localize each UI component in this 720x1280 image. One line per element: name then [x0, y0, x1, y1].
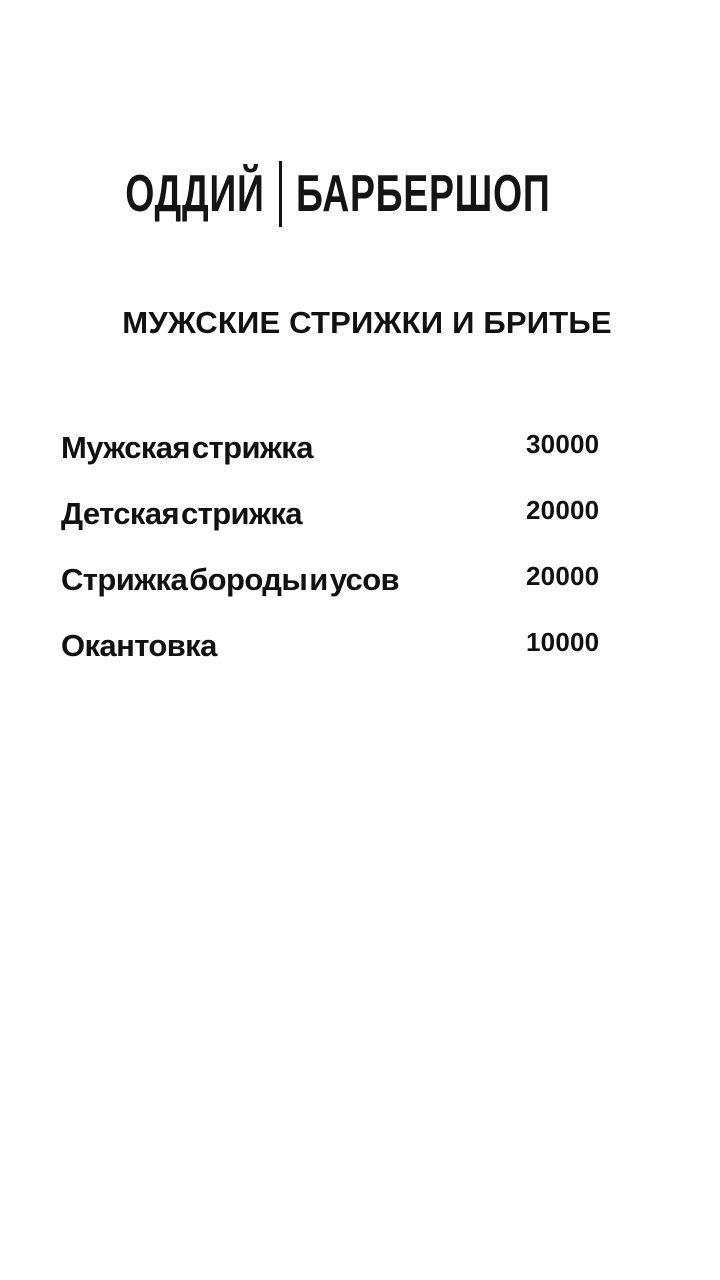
service-price: 30000 [526, 429, 600, 459]
price-row [61, 560, 661, 626]
service-name: Окантовка [61, 628, 217, 663]
section-title: МУЖСКИЕ СТРИЖКИ И БРИТЬЕ [122, 305, 612, 340]
logo-type-word: БАРБЕРШОП [295, 165, 551, 223]
barbershop-logo [0, 160, 720, 228]
price-row [61, 626, 661, 692]
service-name: Детская стрижка [61, 496, 302, 531]
price-row [61, 494, 661, 560]
logo-name-word: ОДДИЙ [125, 165, 265, 223]
service-name: Мужская стрижка [61, 430, 313, 465]
service-price: 20000 [526, 495, 600, 525]
service-price: 10000 [526, 627, 600, 657]
logo-divider [279, 161, 282, 227]
price-list [61, 428, 661, 692]
price-row [61, 428, 661, 494]
service-name: Стрижка бороды и усов [61, 562, 399, 597]
service-price: 20000 [526, 561, 600, 591]
